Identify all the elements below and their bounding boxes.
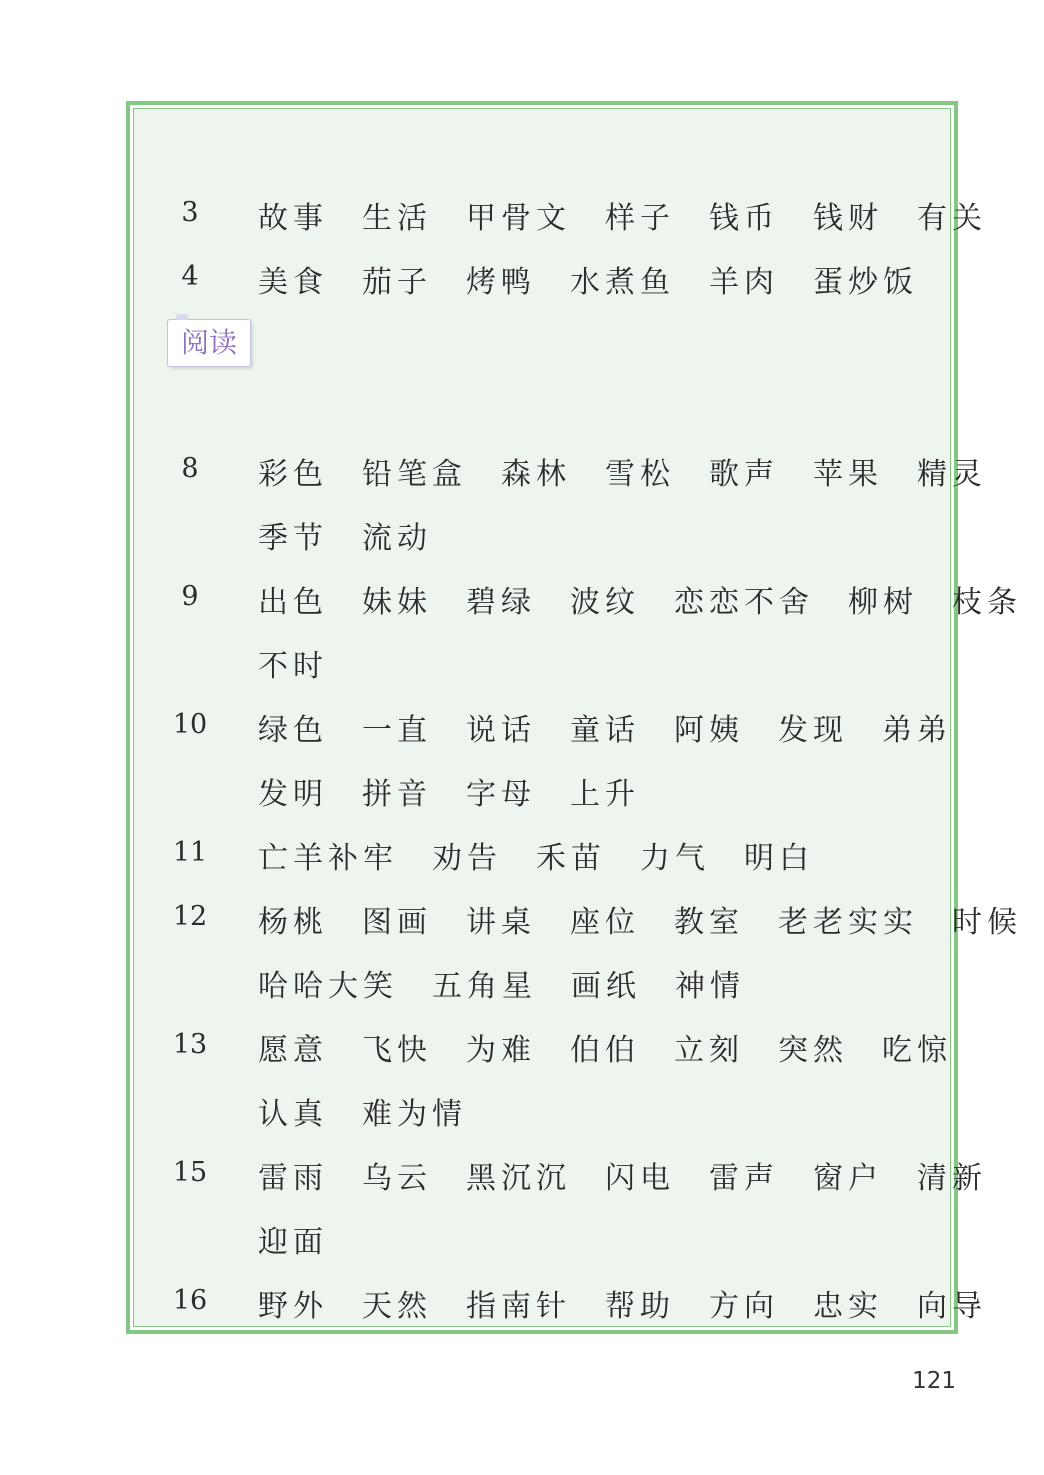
vocab-word: 故事 — [258, 201, 328, 236]
word-group — [258, 641, 362, 685]
vocab-word: 生活 — [362, 201, 432, 236]
vocab-word: 画纸 — [571, 969, 641, 1004]
word-group — [258, 897, 1044, 941]
vocab-word: 弟弟 — [882, 713, 952, 748]
word-group — [258, 961, 779, 1005]
vocab-word: 烤鸭 — [466, 265, 536, 300]
vocab-word: 雷雨 — [258, 1161, 328, 1196]
reading-label: 阅读 — [180, 326, 237, 359]
vocab-word: 方向 — [709, 1289, 779, 1324]
vocab-word: 立刻 — [674, 1033, 744, 1068]
vocab-word: 季节 — [258, 521, 328, 556]
vocab-word: 乌云 — [362, 1161, 432, 1196]
vocab-word: 上升 — [570, 777, 640, 812]
vocab-word: 亡羊补牢 — [258, 841, 398, 876]
word-group — [258, 449, 1021, 493]
vocab-word: 老老实实 — [778, 905, 918, 940]
vocab-word: 甲骨文 — [466, 201, 571, 236]
vocab-word: 难为情 — [362, 1097, 467, 1132]
vocab-word: 座位 — [570, 905, 640, 940]
vocabulary-frame — [126, 101, 1022, 1334]
vocab-word: 碧绿 — [466, 585, 536, 620]
word-group — [258, 1089, 501, 1133]
vocab-word: 字母 — [466, 777, 536, 812]
lesson-number: 15 — [172, 1157, 208, 1188]
vocab-word: 不时 — [258, 649, 328, 684]
tag-tab-decoration — [176, 314, 188, 320]
vocab-word: 伯伯 — [570, 1033, 640, 1068]
vocab-word: 劝告 — [432, 841, 502, 876]
vocab-word: 指南针 — [466, 1289, 571, 1324]
vocab-word: 闪电 — [605, 1161, 675, 1196]
vocab-word: 波纹 — [570, 585, 640, 620]
vocab-word: 一直 — [362, 713, 432, 748]
vocab-word: 柳树 — [848, 585, 918, 620]
vocab-word: 流动 — [362, 521, 432, 556]
vocab-word: 清新 — [917, 1161, 987, 1196]
vocab-word: 有关 — [917, 201, 987, 236]
word-group — [258, 833, 848, 877]
vocab-word: 样子 — [605, 201, 675, 236]
vocab-word: 美食 — [258, 265, 328, 300]
reading-section-tag — [167, 319, 251, 367]
word-group — [258, 1217, 362, 1261]
word-group — [258, 1281, 1021, 1325]
vocab-word: 黑沉沉 — [466, 1161, 571, 1196]
lesson-number: 10 — [172, 709, 208, 740]
word-group — [258, 1025, 986, 1069]
vocab-word: 水煮鱼 — [570, 265, 675, 300]
vocab-word: 时候 — [952, 905, 1022, 940]
word-group — [258, 705, 986, 749]
vocab-word: 向导 — [917, 1289, 987, 1324]
vocab-word: 蛋炒饭 — [813, 265, 918, 300]
vocab-word: 雷声 — [709, 1161, 779, 1196]
vocab-word: 阿姨 — [674, 713, 744, 748]
vocab-word: 五角星 — [432, 969, 537, 1004]
vocab-word: 羊肉 — [709, 265, 779, 300]
vocab-word: 钱财 — [813, 201, 883, 236]
vocab-word: 铅笔盒 — [362, 457, 467, 492]
vocab-word: 妹妹 — [362, 585, 432, 620]
vocab-word: 发明 — [258, 777, 328, 812]
vocab-word: 发现 — [778, 713, 848, 748]
vocab-word: 教室 — [674, 905, 744, 940]
vocab-word: 哈哈大笑 — [258, 969, 398, 1004]
lesson-number: 3 — [181, 197, 199, 228]
vocab-word: 雪松 — [605, 457, 675, 492]
vocab-word: 窗户 — [813, 1161, 883, 1196]
vocab-word: 彩色 — [258, 457, 328, 492]
vocab-word: 恋恋不舍 — [674, 585, 814, 620]
vocab-word: 迎面 — [258, 1225, 328, 1260]
vocab-word: 为难 — [466, 1033, 536, 1068]
vocab-word: 苹果 — [813, 457, 883, 492]
vocab-word: 杨桃 — [258, 905, 328, 940]
word-group — [258, 193, 1021, 237]
vocab-word: 精灵 — [917, 457, 987, 492]
vocab-word: 绿色 — [258, 713, 328, 748]
word-group — [258, 513, 466, 557]
vocab-word: 图画 — [362, 905, 432, 940]
lesson-number: 13 — [172, 1029, 208, 1060]
vocab-word: 说话 — [466, 713, 536, 748]
vocab-word: 力气 — [640, 841, 710, 876]
vocab-word: 野外 — [258, 1289, 328, 1324]
lesson-number: 16 — [172, 1285, 208, 1316]
page-number: 121 — [912, 1368, 956, 1394]
vocab-word: 钱币 — [709, 201, 779, 236]
vocab-word: 枝条 — [952, 585, 1022, 620]
vocab-word: 飞快 — [362, 1033, 432, 1068]
vocab-word: 讲桌 — [466, 905, 536, 940]
vocab-word: 帮助 — [605, 1289, 675, 1324]
word-group — [258, 769, 674, 813]
vocab-word: 茄子 — [362, 265, 432, 300]
vocab-word: 歌声 — [709, 457, 779, 492]
vocabulary-panel — [133, 108, 1022, 1327]
vocab-word: 禾苗 — [536, 841, 606, 876]
vocab-word: 愿意 — [258, 1033, 328, 1068]
word-group — [258, 257, 952, 301]
vocab-word: 森林 — [501, 457, 571, 492]
vocab-word: 天然 — [362, 1289, 432, 1324]
vocab-word: 童话 — [570, 713, 640, 748]
vocab-word: 明白 — [744, 841, 814, 876]
vocab-word: 神情 — [675, 969, 745, 1004]
vocab-word: 拼音 — [362, 777, 432, 812]
lesson-number: 11 — [172, 837, 208, 868]
lesson-number: 9 — [181, 581, 199, 612]
vocab-word: 忠实 — [813, 1289, 883, 1324]
vocab-word: 出色 — [258, 585, 328, 620]
word-group — [258, 577, 1044, 621]
vocab-word: 吃惊 — [882, 1033, 952, 1068]
lesson-number: 4 — [181, 261, 199, 292]
word-group — [258, 1153, 1021, 1197]
lesson-number: 12 — [172, 901, 208, 932]
vocab-word: 突然 — [778, 1033, 848, 1068]
vocab-word: 认真 — [258, 1097, 328, 1132]
lesson-number: 8 — [181, 453, 199, 484]
